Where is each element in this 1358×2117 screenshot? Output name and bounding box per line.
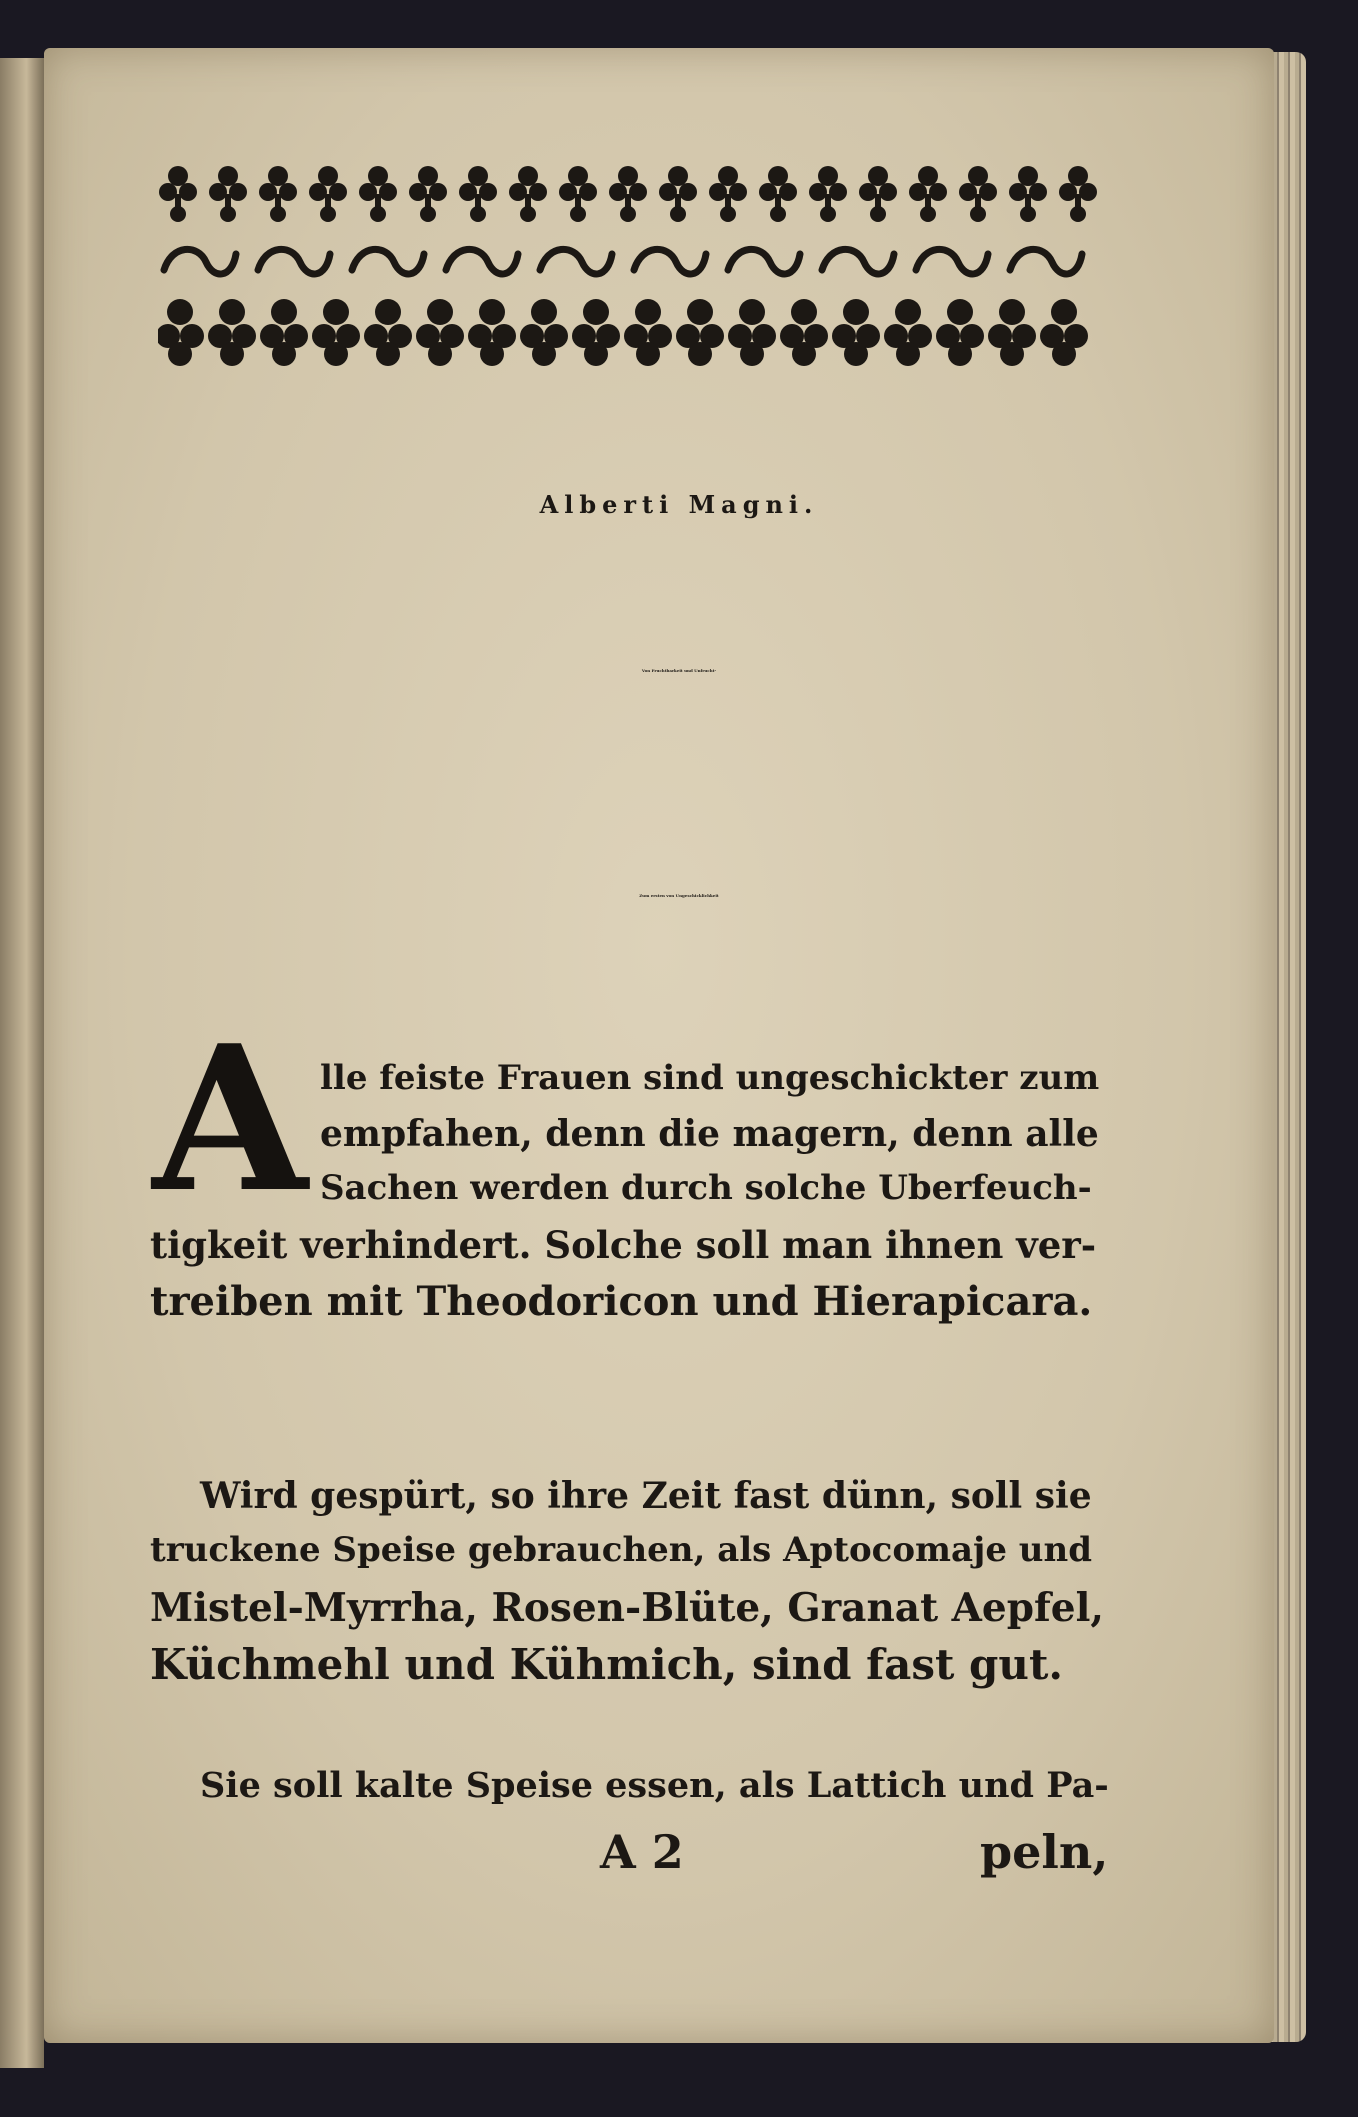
drop-cap: A (152, 1002, 308, 1237)
paragraph-line: Küchmehl und Kühmich, sind fast gut. (150, 1640, 1063, 1689)
leaf-border-bottom-icon (158, 292, 1098, 372)
paragraph-line: Wird gespürt, so ihre Zeit fast dünn, soll sie (200, 1475, 1092, 1517)
section-heading-line-1: Zum ersten von Ungeschicklichkeit (639, 893, 719, 898)
paragraph-line: tigkeit verhindert. Solche soll man ihnen ver- (150, 1223, 1097, 1267)
catchword: peln, (980, 1825, 1109, 1879)
paragraph-line: empfahen, denn die magern, denn alle (320, 1113, 1099, 1155)
paragraph-line: truckene Speise gebrauchen, als Aptocomaje und (150, 1530, 1093, 1570)
chapter-title-line-1: Von Fruchtbarkeit und Unfrucht- (641, 668, 717, 673)
paragraph-line: Sie soll kalte Speise essen, als Lattich und Pa- (200, 1765, 1109, 1806)
paragraph-line: lle feiste Frauen sind ungeschickter zum (320, 1058, 1100, 1098)
signature-mark: A 2 (600, 1825, 684, 1879)
fleuron-border-top-icon (158, 158, 1098, 228)
paragraph-line: treiben mit Theodoricon und Hierapicara. (150, 1278, 1093, 1325)
paragraph-line: Sachen werden durch solche Uberfeuch- (320, 1168, 1092, 1208)
facing-page-edge (0, 58, 44, 2068)
author-heading: Alberti Magni. (539, 490, 819, 519)
scroll-border-icon (158, 240, 1098, 284)
paragraph-line: Mistel-Myrrha, Rosen-Blüte, Granat Aepfel, (150, 1585, 1104, 1631)
